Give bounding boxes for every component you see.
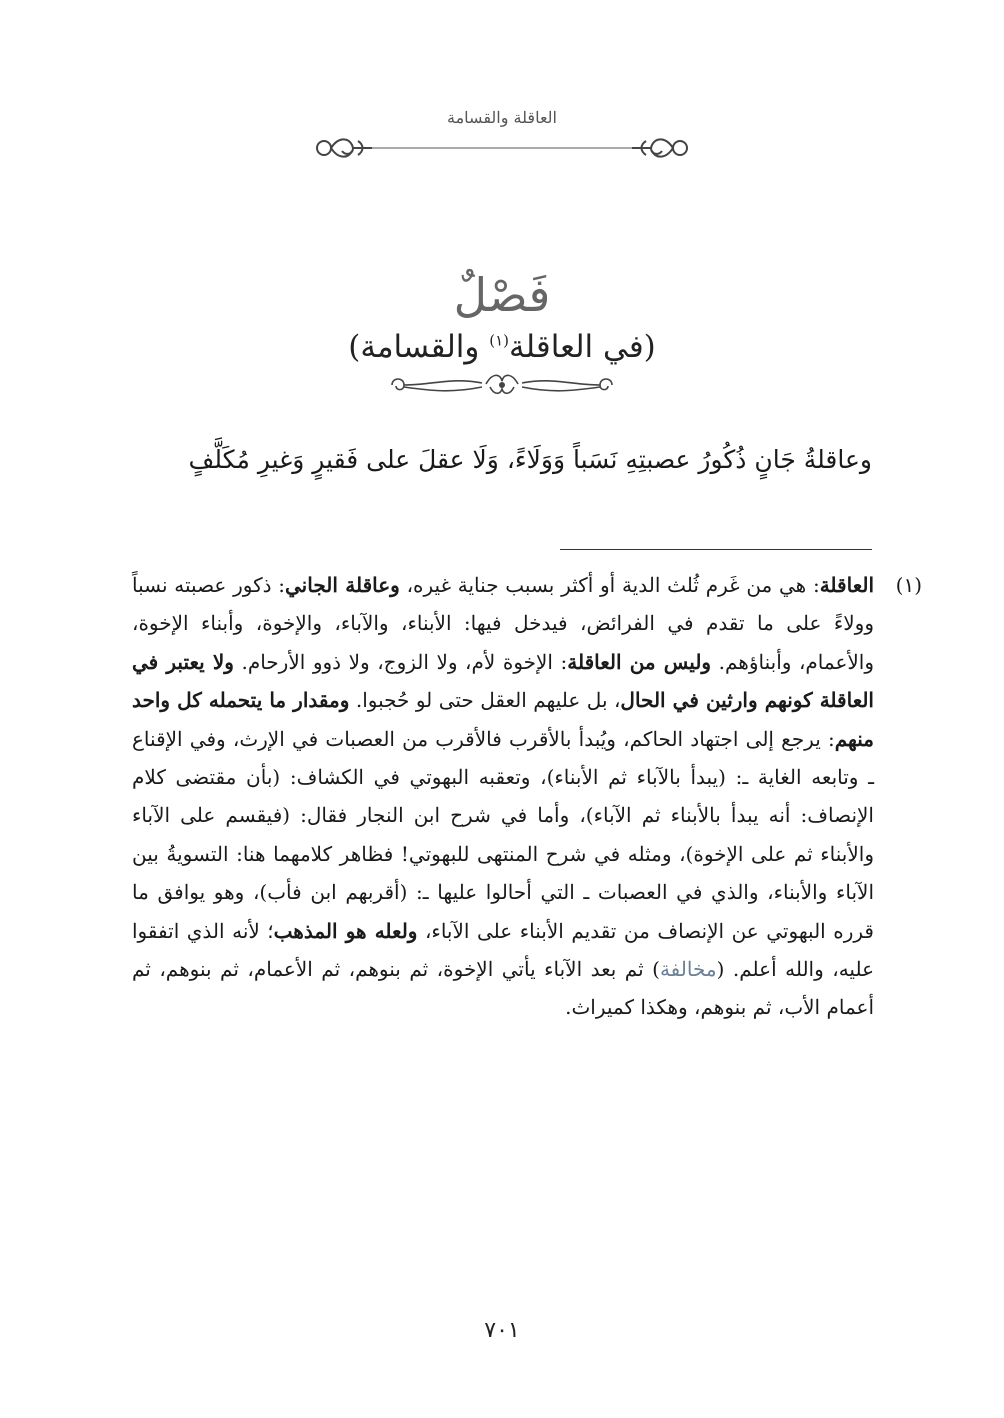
footnote-bold-term: وليس من العاقلة <box>567 649 712 674</box>
section-title-end: والقسامة) <box>348 328 490 365</box>
footnote-number: (١) <box>895 573 922 597</box>
footnote-text: : ذكور عصبته نسباً وولاءً على ما تقدم في الفرائض، فيدخل فيها: الأبناء، والآباء، والإخوة، وأبناء الإخوة، والأعمام، وأبناؤهم. <box>132 573 875 674</box>
section-title-start: (في العاقلة <box>509 328 656 365</box>
footnote-separator <box>560 549 872 550</box>
footnote <box>132 566 922 1027</box>
title-ornament <box>382 371 622 397</box>
footnote-text: ، بل عليهم العقل حتى لو حُجبوا. <box>349 688 621 713</box>
fasl-heading: فَصْلٌ <box>453 268 551 322</box>
footnote-bold-term: ومقدار ما يتحمله كل واحد منهم <box>132 688 874 751</box>
footnote-text: : يرجع إلى اجتهاد الحاكم، ويُبدأ بالأقرب فالأقرب من العصبات في الإرث، وفي الإقناع ـ وتابعه الغاية ـ: (يبدأ بالآباء ثم الأبناء)، وتعقبه البهوتي في الكشاف: (بأن مقتضى كلام الإنصاف: أنه يبدأ بالأبناء ثم الآباء)، وأما في شرح ابن النجار فقال: (فيقسم على الآباء والأبناء ثم على الإخوة)، ومثله في شرح المنتهى للبهوتي! فظاهر كلامهما هنا: التسويةُ بين الآباء والأبناء، والذي في العصبات ـ التي أحالوا عليها ـ: (أقربهم ابن فأب)، وهو يوافق ما قرره البهوتي عن الإنصاف من تقديم الأبناء على الآباء، <box>132 726 874 943</box>
section-title <box>0 327 1004 367</box>
footnote-text: مخالفة <box>659 957 717 982</box>
footnote-bold-term: ولعله هو المذهب <box>273 918 418 943</box>
footnote-text: : الإخوة لأم، ولا الزوج، ولا ذوو الأرحام. <box>233 649 568 674</box>
footnote-bold-term: ولا يعتبر في العاقلة كونهم وارثين في الحال <box>132 649 874 713</box>
footnote-text: : هي من غَرم ثُلث الدية أو أكثر بسبب جناية غيره، <box>399 573 820 597</box>
page-number: ٧٠١ <box>484 1318 520 1343</box>
header-ornament <box>302 131 702 165</box>
footnote-bold-term: وعاقلة الجاني <box>285 573 400 597</box>
footnote-text: ) ثم بعد الآباء يأتي الإخوة، ثم بنوهم، ثم الأعمام، ثم بنوهم، ثم أعمام الأب، ثم بنوهم، وهكذا كميراث. <box>132 957 874 1020</box>
running-title: العاقلة والقسامة <box>447 108 557 127</box>
section-heading <box>0 270 1004 397</box>
footnote-reference: (١) <box>489 331 509 350</box>
footnote-text: ؛ لأنه الذي اتفقوا عليه، والله أعلم. ( <box>132 918 875 982</box>
running-header <box>0 108 1004 165</box>
footnote-bold-term: العاقلة <box>819 573 874 597</box>
footnote-body <box>132 573 874 1019</box>
main-text: وعاقلةُ جَانٍ ذُكُورُ عصبتِهِ نَسَباً وَوَلَاءً، وَلَا عقلَ على فَقيرٍ وَغيرِ مُكَلَّفٍ <box>188 445 872 474</box>
